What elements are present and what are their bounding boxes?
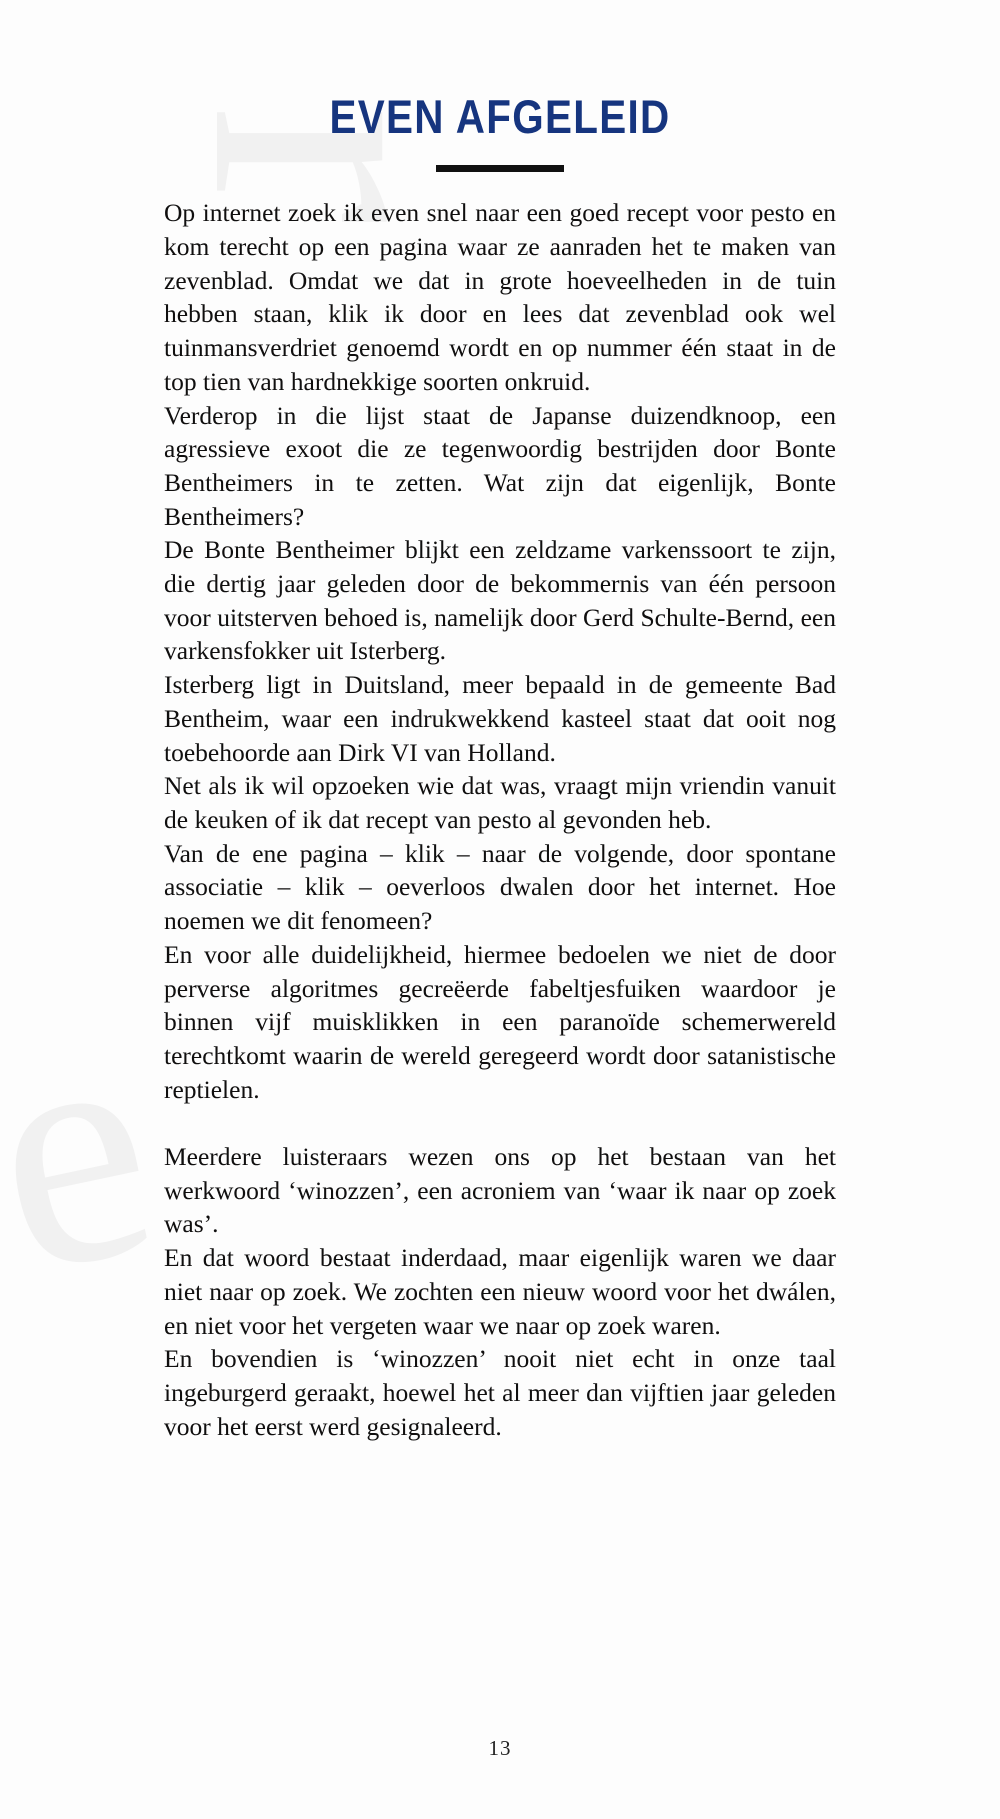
page-number: 13 — [488, 1736, 512, 1760]
paragraph: En dat woord bestaat inderdaad, maar eigenlijk waren we daar niet naar op zoek. We zochten een nieuw woord voor het dwálen, en niet voor het vergeten waar we naar op zoek waren. — [164, 1243, 836, 1340]
paragraph: Isterberg ligt in Duitsland, meer bepaald in de gemeente Bad Bentheim, waar een indrukwekkend kasteel staat dat ooit nog toebehoorde aan Dirk VI van Holland. — [164, 670, 836, 767]
body-text — [164, 172, 836, 1443]
paragraph: Net als ik wil opzoeken wie dat was, vraagt mijn vriendin vanuit de keuken of ik dat recept van pesto al gevonden heb. — [164, 771, 836, 834]
paragraph: Van de ene pagina – klik – naar de volgende, door spontane associatie – klik – oeverloos dwalen door het internet. Hoe noemen we dit fenomeen? — [164, 838, 836, 936]
title-divider — [436, 165, 564, 172]
paragraph: En bovendien is ‘winozzen’ nooit niet echt in onze taal ingeburgerd geraakt, hoewel het al meer dan vijftien jaar geleden voor het eerst werd gesignaleerd. — [164, 1344, 836, 1441]
paragraph: Meerdere luisteraars wezen ons op het bestaan van het werkwoord ‘winozzen’, een acroniem van ‘waar ik naar op zoek was’. — [164, 1142, 836, 1239]
section-break — [164, 1106, 836, 1140]
title-divider-wrap — [0, 165, 1000, 172]
paragraph: De Bonte Bentheimer blijkt een zeldzame varkenssoort te zijn, die dertig jaar geleden door de bekommernis van één persoon voor uitsterven behoed is, namelijk door Gerd Schulte-Bernd, een varkensfokker uit Isterberg. — [164, 535, 836, 666]
paragraph: En voor alle duidelijkheid, hiermee bedoelen we niet de door perverse algoritmes gecreëerde fabeltjesfuiken waardoor je binnen vijf muisklikken in een paranoïde schemerwereld terechtkomt waarin de wereld geregeerd wordt door satanistische reptielen. — [164, 939, 836, 1104]
page-title: EVEN AFGELEID — [329, 90, 671, 143]
paragraph: Verderop in die lijst staat de Japanse duizendknoop, een agressieve exoot die ze tegenwoordig bestrijden door Bonte Bentheimers in te zetten. Wat zijn dat eigenlijk, Bonte Bentheimers? — [164, 400, 836, 531]
paragraph: Op internet zoek ik even snel naar een goed recept voor pesto en kom terecht op een pagina waar ze aanraden het te maken van zevenblad. Omdat we dat in grote hoeveelheden in de tuin hebben staan, klik ik door en lees dat zevenblad ook wel tuinmansverdriet genoemd wordt en op nummer één staat in de top tien van hardnekkige soorten onkruid. — [164, 198, 836, 396]
